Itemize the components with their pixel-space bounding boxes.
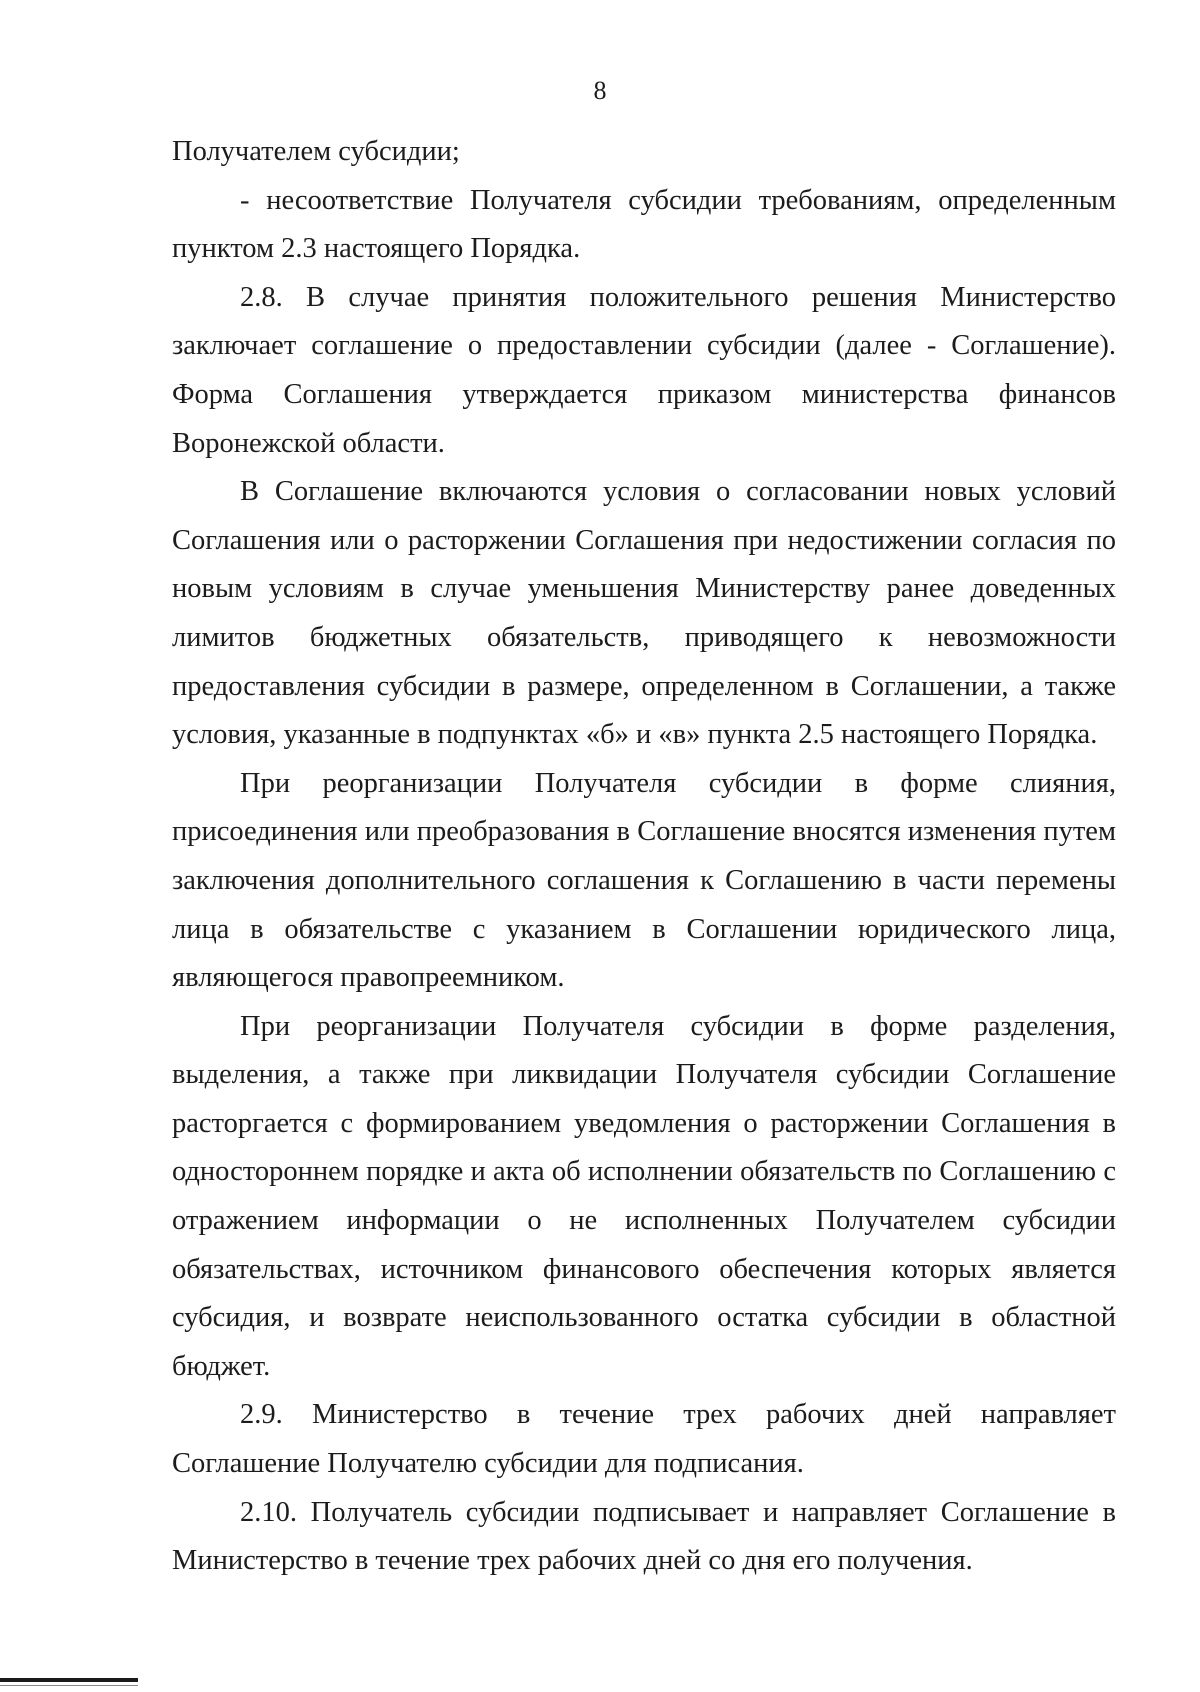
paragraph-reorganization-merger: При реорганизации Получателя субсидии в форме слияния, присоединения или преобразования в Соглашение вносятся изменения путем заключения дополнительного соглашения к Соглашению в части перемены лица в обязательстве с указанием в Соглашении юридического лица, являющегося правопреемником. [172,767,1116,994]
paragraph-2-8: 2.8. В случае принятия положительного решения Министерство заключает соглашение о предоставлении субсидии (далее - Соглашение). Форма Соглашения утверждается приказом министерства финансов Воронежской области. [172,281,1116,459]
paragraph-noncompliance: - несоответствие Получателя субсидии требованиям, определенным пунктом 2.3 настоящего Порядка. [172,184,1116,265]
paragraph-continuation: Получателем субсидии; [172,136,460,167]
paragraph-2-9: 2.9. Министерство в течение трех рабочих дней направляет Соглашение Получателю субсидии для подписания. [172,1399,1116,1480]
paragraph-reorganization-division: При реорганизации Получателя субсидии в форме разделения, выделения, а также при ликвидации Получателя субсидии Соглашение расторгается с формированием уведомления о расторжении Соглашения в одностороннем порядке и акта об исполнении обязательств по Соглашению с отражением информации о не исполненных Получателем субсидии обязательствах, источником финансового обеспечения которых является субсидия, и возврате неиспользованного остатка субсидии в областной бюджет. [172,1010,1116,1382]
paragraph-2-10: 2.10. Получатель субсидии подписывает и направляет Соглашение в Министерство в течение трех рабочих дней со дня его получения. [172,1496,1116,1577]
scan-edge-mark-thin [0,1685,138,1686]
document-body [172,128,1116,1586]
paragraph-agreement-conditions: В Соглашение включаются условия о согласовании новых условий Соглашения или о расторжении Соглашения при недостижении согласия по новым условиям в случае уменьшения Министерству ранее доведенных лимитов бюджетных обязательств, приводящего к невозможности предоставления субсидии в размере, определенном в Соглашении, а также условия, указанные в подпунктах «б» и «в» пункта 2.5 настоящего Порядка. [172,476,1116,751]
scan-edge-mark [0,1678,138,1682]
page-number: 8 [593,76,607,105]
